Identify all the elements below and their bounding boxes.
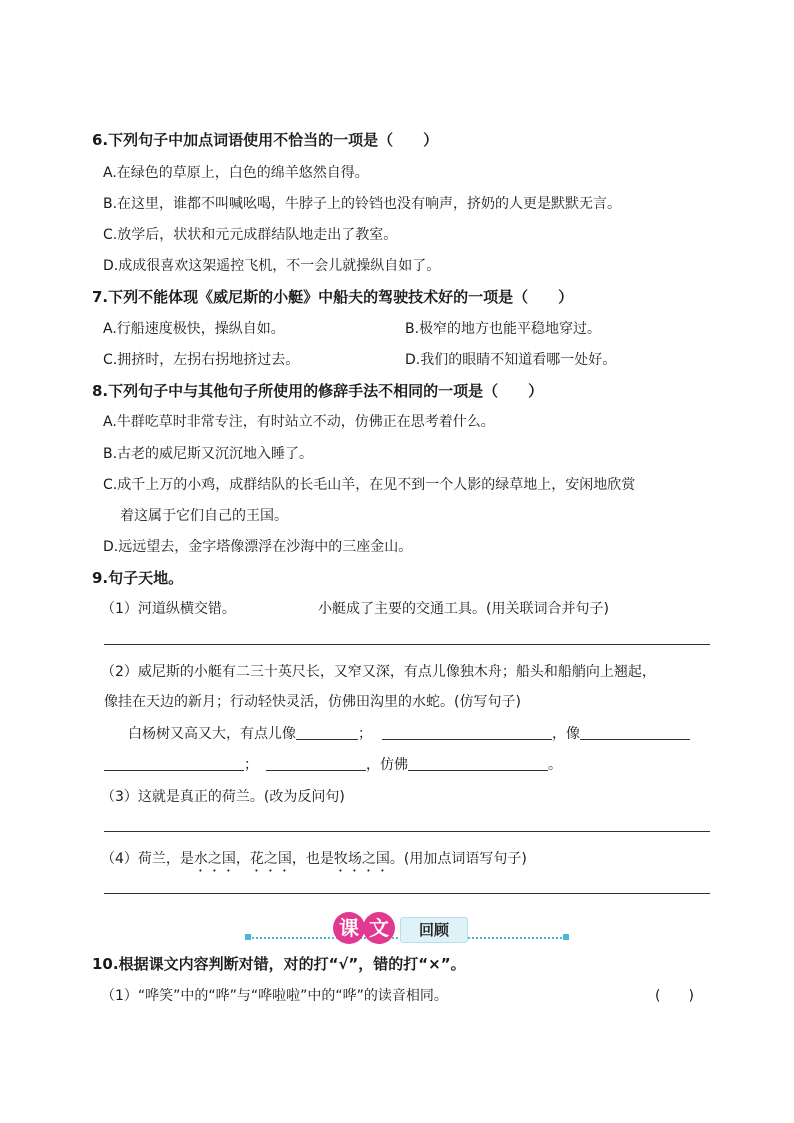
question-7-option-d: D.我们的眼睛不知道看哪一处好。 — [405, 352, 617, 368]
fill-blank-5[interactable] — [266, 755, 366, 771]
question-7-option-b: B.极窄的地方也能平稳地穿过。 — [405, 321, 602, 337]
banner-char-circle-2: 文 — [363, 912, 395, 944]
question-9-part-1-b: 小艇成了主要的交通工具。(用关联词合并句子) — [318, 601, 609, 617]
banner-tag: 回顾 — [400, 917, 468, 943]
question-9-stem: 9.句子天地。 — [92, 569, 184, 587]
banner-end-square-left — [245, 934, 251, 940]
part-4-text-a: （4）荷兰，是 — [101, 851, 194, 867]
dotted-word-flower: 花之国 — [249, 851, 292, 867]
fill-prompt-d: ； — [244, 757, 258, 773]
fill-prompt-c: ，像 — [552, 726, 580, 742]
question-10-item-1: （1）“哗笑”中的“哗”与“哗啦啦”中的“哗”的读音相同。 — [101, 988, 448, 1004]
question-9-part-2-fill-row-1 — [128, 723, 690, 743]
question-9-part-1-a: （1）河道纵横交错。 — [101, 601, 236, 617]
part-4-text-d: 。(用加点词语写句子) — [389, 851, 527, 867]
question-8-option-d: D.远远望去，金字塔像漂浮在沙海中的三座金山。 — [103, 539, 413, 555]
question-8-option-a: A.牛群吃草时非常专注，有时站立不动，仿佛正在思考着什么。 — [103, 414, 495, 430]
question-9-part-2-line-1: （2）威尼斯的小艇有二三十英尺长，又窄又深，有点儿像独木舟；船头和船艄向上翘起， — [101, 664, 656, 680]
fill-prompt-b: ； — [358, 726, 372, 742]
part-4-text-c: ，也是 — [291, 851, 334, 867]
answer-line-4[interactable] — [104, 893, 710, 894]
question-9-part-2-line-2: 像挂在天边的新月；行动轻快灵活，仿佛田沟里的水蛇。(仿写句子) — [104, 694, 521, 710]
fill-blank-1[interactable] — [296, 724, 358, 740]
question-10-item-1-answer-paren[interactable]: ( ) — [655, 988, 694, 1004]
dotted-word-pasture: 牧场之国 — [333, 851, 390, 867]
question-7-option-c: C.拥挤时，左拐右拐地挤过去。 — [103, 352, 300, 368]
fill-prompt-e: ，仿佛 — [366, 757, 408, 773]
fill-blank-6[interactable] — [408, 755, 548, 771]
question-6-option-a: A.在绿色的草原上，白色的绵羊悠然自得。 — [103, 165, 369, 181]
fill-blank-2[interactable] — [382, 724, 552, 740]
question-8-option-b: B.古老的威尼斯又沉沉地入睡了。 — [103, 446, 314, 462]
banner-end-square-right — [563, 934, 569, 940]
question-8-option-c: C.成千上万的小鸡，成群结队的长毛山羊，在见不到一个人影的绿草地上，安闲地欣赏 — [103, 477, 636, 493]
question-8-stem: 8.下列句子中与其他句子所使用的修辞手法不相同的一项是（ ） — [92, 382, 544, 400]
dotted-word-water: 水之国 — [193, 851, 236, 867]
question-10-stem: 10.根据课文内容判断对错，对的打“√”，错的打“×”。 — [92, 955, 466, 973]
banner-char-circle-1: 课 — [333, 912, 365, 944]
question-9-part-3: （3）这就是真正的荷兰。(改为反问句) — [101, 789, 345, 805]
question-6-stem: 6.下列句子中加点词语使用不恰当的一项是（ ） — [92, 131, 439, 149]
fill-prompt-f: 。 — [548, 757, 562, 773]
question-7-stem: 7.下列不能体现《威尼斯的小艇》中船夫的驾驶技术好的一项是（ ） — [92, 288, 574, 306]
question-7-option-a: A.行船速度极快，操纵自如。 — [103, 321, 285, 337]
fill-blank-3[interactable] — [580, 724, 690, 740]
answer-line-1[interactable] — [104, 644, 710, 645]
question-6-option-c: C.放学后，状状和元元成群结队地走出了教室。 — [103, 227, 398, 243]
question-8-option-c-continued: 着这属于它们自己的王国。 — [120, 508, 288, 524]
question-9-part-4 — [101, 848, 527, 875]
question-6-option-b: B.在这里，谁都不叫喊吆喝，牛脖子上的铃铛也没有响声，挤奶的人更是默默无言。 — [103, 196, 622, 212]
question-9-part-2-fill-row-2 — [104, 754, 562, 774]
fill-blank-4[interactable] — [104, 755, 244, 771]
fill-prompt-a: 白杨树又高又大，有点儿像 — [128, 726, 296, 742]
question-6-option-d: D.成成很喜欢这架遥控飞机，不一会儿就操纵自如了。 — [103, 258, 441, 274]
answer-line-3[interactable] — [104, 831, 710, 832]
part-4-text-b: ， — [235, 851, 250, 867]
